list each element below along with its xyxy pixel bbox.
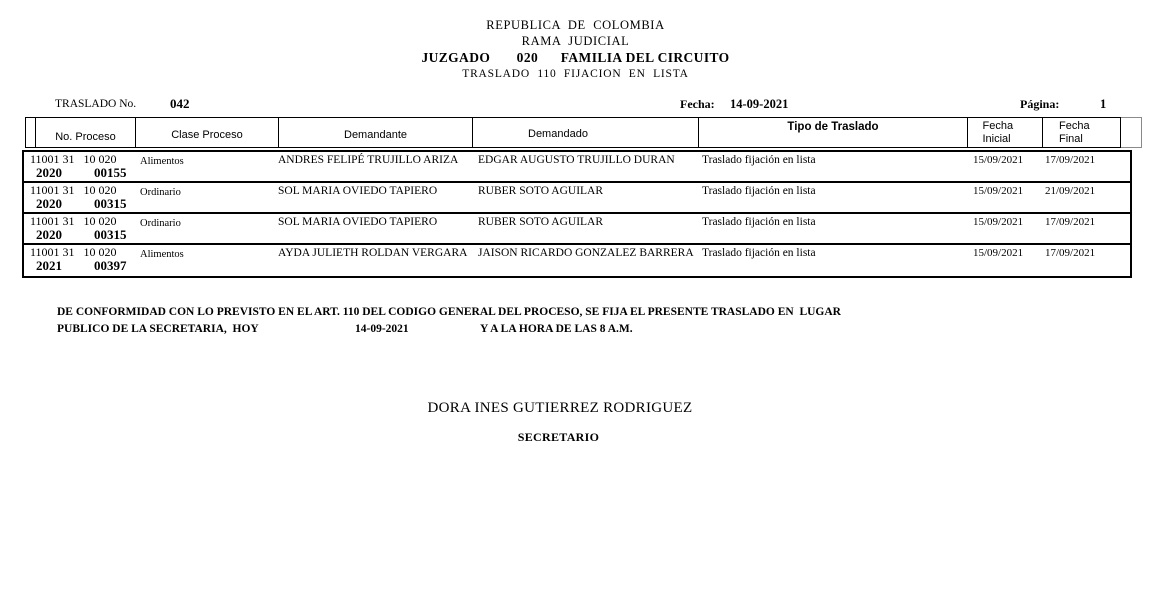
date-label: Fecha: xyxy=(680,97,715,111)
legal-paragraph-hour: Y A LA HORA DE LAS 8 A.M. xyxy=(480,323,633,335)
letterhead-court: JUZGADO 020 FAMILIA DEL CIRCUITO xyxy=(421,50,730,65)
table-body xyxy=(22,150,1132,278)
row-proceso-year: 2021 xyxy=(36,258,62,273)
row-tipo-traslado: Traslado fijación en lista xyxy=(702,185,816,197)
table-row xyxy=(24,214,1130,245)
letterhead-doc-type: TRASLADO 110 FIJACION EN LISTA xyxy=(462,68,689,80)
header-cell-demandado: Demandado xyxy=(472,117,699,148)
row-proceso-serial: 00315 xyxy=(94,227,127,242)
row-fecha-final: 17/09/2021 xyxy=(1045,216,1096,228)
table-row xyxy=(24,152,1130,183)
row-fecha-inicial: 15/09/2021 xyxy=(973,216,1024,228)
row-proceso-serial: 00315 xyxy=(94,196,127,211)
row-proceso-code: 11001 31 10 020 xyxy=(30,214,117,228)
row-proceso-code: 11001 31 10 020 xyxy=(30,245,117,259)
header-cell-clase-proceso: Clase Proceso xyxy=(135,117,279,148)
traslado-number-label: TRASLADO No. xyxy=(55,98,137,110)
letterhead-country: REPUBLICA DE COLOMBIA xyxy=(486,18,665,32)
traslado-number-value: 042 xyxy=(170,96,190,111)
row-fecha-inicial: 15/09/2021 xyxy=(973,154,1024,166)
row-fecha-final: 17/09/2021 xyxy=(1045,154,1096,166)
row-demandante: ANDRES FELIPÉ TRUJILLO ARIZA xyxy=(278,154,459,166)
row-clase: Alimentos xyxy=(140,249,184,260)
header-cell-fecha-inicial: Fecha Inicial xyxy=(967,117,1043,148)
page-number: 1 xyxy=(1100,97,1107,111)
row-clase: Ordinario xyxy=(140,187,181,198)
signatory-title: SECRETARIO xyxy=(517,430,600,444)
row-tipo-traslado: Traslado fijación en lista xyxy=(702,216,816,228)
table-header-row xyxy=(25,117,1142,148)
row-demandante: AYDA JULIETH ROLDAN VERGARA xyxy=(278,247,468,259)
row-demandado: RUBER SOTO AGUILAR xyxy=(478,185,604,197)
header-cell-demandante: Demandante xyxy=(278,117,473,148)
legal-paragraph-date: 14-09-2021 xyxy=(355,323,409,335)
date-value: 14-09-2021 xyxy=(730,97,789,111)
letterhead-branch: RAMA JUDICIAL xyxy=(521,34,630,48)
row-demandado: EDGAR AUGUSTO TRUJILLO DURAN xyxy=(478,154,675,166)
row-tipo-traslado: Traslado fijación en lista xyxy=(702,247,816,259)
row-fecha-inicial: 15/09/2021 xyxy=(973,247,1024,259)
header-cell-no-proceso: No. Proceso xyxy=(35,117,136,148)
row-proceso-code: 11001 31 10 020 xyxy=(30,152,117,166)
row-demandante: SOL MARIA OVIEDO TAPIERO xyxy=(278,216,438,228)
row-fecha-inicial: 15/09/2021 xyxy=(973,185,1024,197)
row-proceso-year: 2020 xyxy=(36,196,62,211)
row-tipo-traslado: Traslado fijación en lista xyxy=(702,154,816,166)
header-cell-tipo-traslado: Tipo de Traslado xyxy=(698,117,968,148)
signatory-name: DORA INES GUTIERREZ RODRIGUEZ xyxy=(427,400,693,416)
row-proceso-year: 2020 xyxy=(36,165,62,180)
row-demandante: SOL MARIA OVIEDO TAPIERO xyxy=(278,185,438,197)
table-row xyxy=(24,245,1130,275)
row-fecha-final: 21/09/2021 xyxy=(1045,185,1096,197)
legal-paragraph-line1: DE CONFORMIDAD CON LO PREVISTO EN EL ART. 110 DEL CODIGO GENERAL DEL PROCESO, SE FIJA EL PRESENTE TRASLADO EN LUGAR xyxy=(57,306,841,318)
row-demandado: JAISON RICARDO GONZALEZ BARRERA xyxy=(478,247,694,259)
legal-paragraph-line2: PUBLICO DE LA SECRETARIA, HOY xyxy=(57,323,259,335)
header-cell-fecha-final: Fecha Final xyxy=(1042,117,1121,148)
row-fecha-final: 17/09/2021 xyxy=(1045,247,1096,259)
row-proceso-code: 11001 31 10 020 xyxy=(30,183,117,197)
row-proceso-serial: 00397 xyxy=(94,258,127,273)
table-row xyxy=(24,183,1130,214)
page-label: Página: xyxy=(1020,97,1060,111)
row-proceso-year: 2020 xyxy=(36,227,62,242)
row-clase: Alimentos xyxy=(140,156,184,167)
row-clase: Ordinario xyxy=(140,218,181,229)
row-demandado: RUBER SOTO AGUILAR xyxy=(478,216,604,228)
row-proceso-serial: 00155 xyxy=(94,165,127,180)
